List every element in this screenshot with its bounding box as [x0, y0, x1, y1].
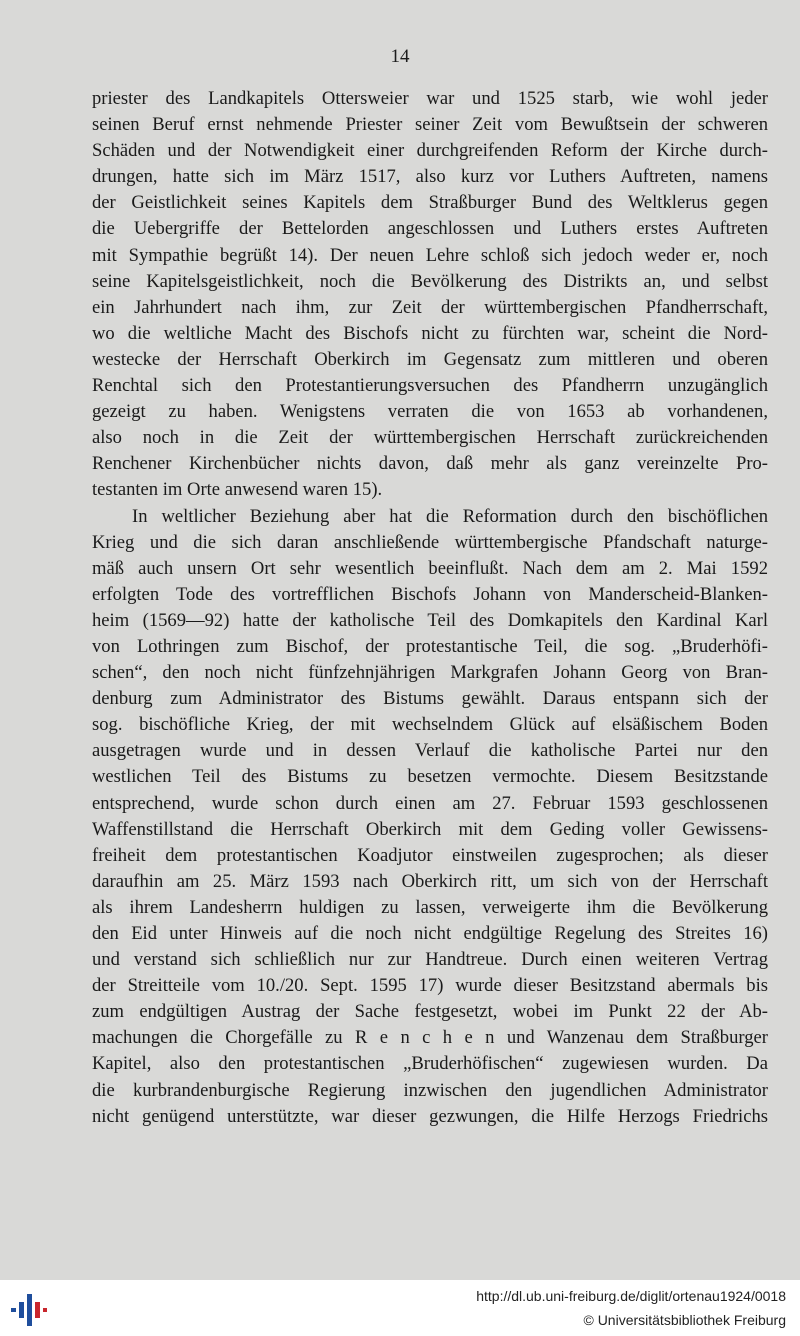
ub-freiburg-logo-icon	[8, 1289, 48, 1329]
text-line: Renchener Kirchenbücher nichts davon, daß mehr als ganz vereinzelte Pro-	[92, 453, 768, 475]
text-line: wo die weltliche Macht des Bischofs nicht zu fürchten war, scheint die Nord-	[92, 322, 768, 344]
text-line: daraufhin am 25. März 1593 nach Oberkirch ritt, um sich von der Herrschaft	[92, 870, 768, 892]
text-line: mit Sympathie begrüßt 14). Der neuen Lehre schloß sich jedoch weder er, noch	[92, 244, 768, 266]
text-line: machungen die Chorgefälle zu R e n c h e n und Wanzenau dem Straßburger	[92, 1027, 768, 1049]
text-line: als ihrem Landesherrn huldigen zu lassen, verweigerte ihm die Bevölkerung	[92, 896, 768, 918]
body-text	[92, 86, 768, 1130]
text-line: von Lothringen zum Bischof, der protestantische Teil, die sog. „Bruderhöfi-	[92, 635, 768, 657]
text-line: seine Kapitelsgeistlichkeit, noch die Bevölkerung des Distrikts an, und selbst	[92, 270, 768, 292]
page-number: 14	[390, 46, 410, 67]
text-line: seinen Beruf ernst nehmende Priester seiner Zeit vom Bewußtsein der schweren	[92, 114, 768, 136]
text-line: die kurbrandenburgische Regierung inzwischen den jugendlichen Administrator	[92, 1079, 768, 1101]
text-line: und verstand sich schließlich nur zur Handtreue. Durch einen weiteren Vertrag	[92, 949, 768, 971]
text-line: priester des Landkapitels Ottersweier war und 1525 starb, wie wohl jeder	[92, 88, 768, 109]
text-line: westecke der Herrschaft Oberkirch im Gegensatz zum mittleren und oberen	[92, 348, 768, 370]
text-line: also noch in die Zeit der württembergischen Herrschaft zurückreichenden	[92, 427, 768, 449]
text-line: sog. bischöfliche Krieg, der mit wechselndem Glück auf elsäßischem Boden	[92, 714, 768, 736]
text-line: den Eid unter Hinweis auf die noch nicht endgültige Regelung des Streites 16)	[92, 923, 768, 944]
text-line: zum endgültigen Austrag der Sache festgesetzt, wobei im Punkt 22 der Ab-	[92, 1001, 768, 1023]
text-line: In weltlicher Beziehung aber hat die Reformation durch den bischöflichen	[132, 505, 768, 527]
text-line: erfolgten Tode des vortrefflichen Bischofs Johann von Manderscheid-Blanken-	[92, 583, 768, 605]
text-line: der Geistlichkeit seines Kapitels dem Straßburger Bund des Weltklerus gegen	[92, 192, 768, 214]
text-line: testanten im Orte anwesend waren 15).	[92, 479, 383, 501]
text-line: gezeigt zu haben. Wenigstens verraten die von 1653 ab vorhandenen,	[92, 401, 768, 423]
text-line: denburg zum Administrator des Bistums gewählt. Daraus entspann sich der	[92, 688, 768, 710]
text-line: die Uebergriffe der Bettelorden angeschlossen und Luthers erstes Auftreten	[92, 218, 768, 240]
text-line: mäß auch unsern Ort sehr wesentlich beeinflußt. Nach dem am 2. Mai 1592	[92, 557, 768, 579]
text-line: Krieg und die sich daran anschließende württembergische Pfandschaft naturge-	[92, 531, 768, 553]
text-line: Waffenstillstand die Herrschaft Oberkirch mit dem Geding voller Gewissens-	[92, 818, 768, 840]
text-line: Schäden und der Notwendigkeit einer durchgreifenden Reform der Kirche durch-	[92, 140, 768, 162]
viewer-footer	[0, 1280, 800, 1336]
copyright-notice: © Universitätsbibliothek Freiburg	[583, 1312, 786, 1328]
text-line: freiheit dem protestantischen Koadjutor einstweilen zugesprochen; als dieser	[92, 844, 768, 866]
text-line: drungen, hatte sich im März 1517, also kurz vor Luthers Auftreten, namens	[92, 166, 768, 188]
source-url-link[interactable]: http://dl.ub.uni-freiburg.de/diglit/ortenau1924/0018	[476, 1288, 786, 1304]
text-line: ein Jahrhundert nach ihm, zur Zeit der württembergischen Pfandherrschaft,	[92, 296, 768, 318]
text-line: Kapitel, also den protestantischen „Bruderhöfischen“ zugewiesen wurden. Da	[92, 1053, 768, 1075]
text-line: schen“, den noch nicht fünfzehnjährigen Markgrafen Johann Georg von Bran-	[92, 662, 768, 684]
text-line: der Streitteile vom 10./20. Sept. 1595 17) wurde dieser Besitzstand abermals bis	[92, 975, 768, 997]
text-line: ausgetragen wurde und in dessen Verlauf die katholische Partei nur den	[92, 740, 768, 762]
text-line: nicht genügend unterstützte, war dieser gezwungen, die Hilfe Herzogs Friedrichs	[92, 1105, 768, 1127]
text-line: heim (1569—92) hatte der katholische Teil des Domkapitels den Kardinal Karl	[92, 609, 768, 631]
text-line: Renchtal sich den Protestantierungsversuchen des Pfandherrn unzugänglich	[92, 375, 768, 397]
text-line: entsprechend, wurde schon durch einen am 27. Februar 1593 geschlossenen	[92, 792, 768, 814]
text-line: westlichen Teil des Bistums zu besetzen vermochte. Diesem Besitzstande	[92, 766, 768, 788]
